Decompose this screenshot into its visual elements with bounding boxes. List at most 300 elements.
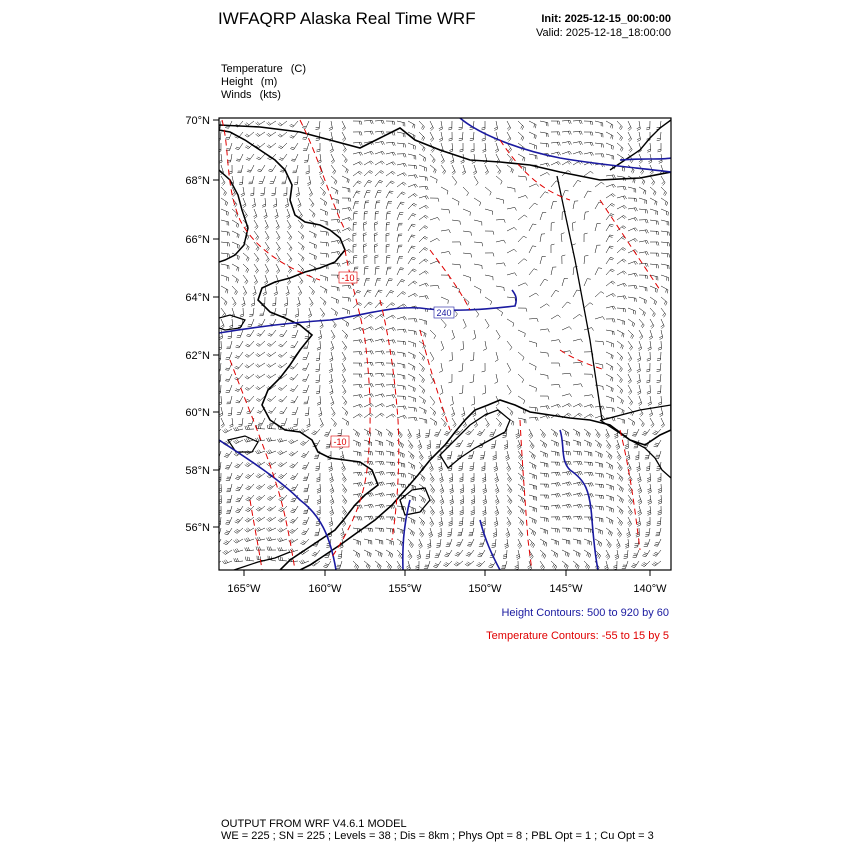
wind-barb-feather: [507, 535, 510, 537]
wind-barb-feather: [628, 357, 631, 360]
wind-barb: [298, 275, 303, 281]
wind-barb-feather: [412, 270, 415, 272]
wind-barb: [342, 330, 348, 336]
wind-barb: [293, 374, 298, 380]
wind-barb-feather: [391, 415, 394, 418]
wind-barb-feather: [370, 493, 372, 496]
wind-barb: [659, 528, 661, 536]
wind-barb-feather: [639, 335, 642, 338]
wind-barb-feather: [381, 131, 382, 134]
wind-barb-feather: [622, 489, 623, 492]
wind-barb-feather: [372, 339, 374, 342]
wind-barb-feather: [645, 191, 646, 195]
wind-barb-feather: [285, 206, 288, 208]
wind-barb-feather: [300, 543, 303, 545]
wind-barb-feather: [372, 384, 374, 387]
wind-barb: [430, 132, 434, 139]
wind-barb-feather: [629, 128, 632, 130]
wind-barb: [661, 198, 668, 202]
wind-barb: [540, 451, 547, 454]
wind-barb-feather: [339, 210, 340, 214]
wind-barb-feather: [508, 524, 511, 527]
wind-barb-feather: [630, 150, 632, 153]
wind-barb: [430, 176, 437, 180]
wind-barb-feather: [544, 473, 545, 477]
wind-barb-feather: [246, 509, 249, 511]
wind-barb-feather: [581, 131, 582, 134]
wind-barb-feather: [464, 425, 467, 427]
wind-barb-feather: [499, 171, 501, 174]
wind-barb-feather: [635, 457, 639, 458]
wind-barb-feather: [267, 400, 270, 402]
wind-barb-feather: [370, 472, 372, 475]
wind-barb-feather: [569, 553, 570, 557]
wind-barb: [276, 264, 280, 271]
wind-barb-feather: [455, 314, 457, 317]
wind-barb: [617, 248, 623, 253]
wind-barb-feather: [423, 138, 425, 141]
wind-barb-feather: [326, 290, 327, 294]
wind-barb-feather: [581, 151, 583, 154]
wind-barb-feather: [278, 520, 281, 522]
wind-barb-feather: [401, 484, 402, 488]
wind-barb-feather: [647, 263, 648, 266]
wind-barb-feather: [645, 210, 646, 214]
wind-barb-feather: [506, 457, 509, 459]
wind-barb-feather: [640, 412, 643, 415]
wind-barb: [408, 246, 412, 253]
wind-barb: [397, 121, 405, 123]
wind-barb-feather: [280, 399, 283, 401]
wind-barb: [551, 267, 553, 275]
wind-barb-feather: [338, 556, 342, 557]
wind-barb-feather: [294, 182, 298, 183]
wind-barb-feather: [359, 517, 360, 520]
wind-barb-feather: [430, 127, 433, 129]
wind-barb-feather: [343, 128, 346, 130]
wind-barb-feather: [381, 384, 383, 387]
wind-barb-feather: [620, 521, 622, 524]
wind-barb-feather: [337, 263, 338, 266]
wind-barb-feather: [579, 413, 582, 415]
wind-barb: [238, 352, 243, 358]
wind-barb: [270, 484, 276, 489]
wind-barb-feather: [615, 554, 618, 556]
wind-barb-feather: [316, 234, 317, 238]
wind-barb-feather: [657, 380, 661, 381]
wind-barb: [408, 473, 415, 476]
wind-barb-feather: [316, 358, 320, 359]
wind-barb-feather: [359, 142, 360, 145]
wind-barb-feather: [663, 183, 665, 186]
wind-barb-feather: [419, 545, 422, 547]
wind-barb-feather: [392, 374, 393, 378]
wind-barb-feather: [621, 238, 624, 240]
wind-barb-feather: [427, 543, 430, 544]
wind-barb: [281, 352, 287, 357]
wind-barb-feather: [281, 518, 284, 520]
wind-barb-feather: [621, 390, 623, 393]
wind-barb: [650, 418, 654, 425]
wind-barb-feather: [393, 315, 396, 318]
wind-barb-feather: [467, 554, 470, 555]
wind-barb-feather: [600, 454, 601, 458]
wind-barb: [287, 242, 292, 248]
wind-barb: [331, 330, 335, 337]
wind-barb-feather: [627, 466, 630, 468]
wind-barb-feather: [236, 500, 240, 501]
wind-barb-feather: [483, 349, 486, 351]
wind-barb-feather: [405, 317, 407, 320]
wind-barb: [584, 472, 592, 473]
wind-barb-feather: [413, 456, 414, 459]
wind-barb-feather: [246, 123, 249, 125]
wind-barb-feather: [468, 431, 471, 433]
wind-barb: [595, 341, 603, 342]
wind-barb: [221, 495, 222, 503]
wind-barb-feather: [223, 183, 226, 186]
wind-barb-feather: [650, 171, 653, 173]
wind-barb: [540, 279, 544, 286]
wind-barb-feather: [268, 145, 271, 147]
wind-barb-feather: [259, 450, 261, 453]
wind-barb-feather: [376, 268, 380, 269]
wind-barb-feather: [612, 136, 613, 140]
wind-barb-feather: [473, 338, 476, 340]
wind-barb: [342, 418, 349, 422]
wind-barb-feather: [291, 135, 294, 136]
wind-barb-feather: [340, 455, 343, 457]
wind-barb-feather: [495, 488, 498, 490]
wind-barb-feather: [247, 426, 248, 429]
wind-barb: [496, 198, 504, 200]
wind-barb: [440, 539, 441, 547]
wind-barb: [518, 418, 526, 420]
wind-barb-feather: [534, 456, 535, 459]
wind-barb: [364, 516, 372, 517]
wind-barb-feather: [269, 169, 272, 170]
wind-barb: [375, 171, 381, 176]
wind-barb: [529, 184, 536, 187]
wind-barb-feather: [359, 385, 360, 388]
wind-barb: [298, 253, 304, 258]
wind-barb-feather: [542, 434, 544, 437]
wind-barb-feather: [440, 499, 443, 501]
wind-barb: [375, 539, 383, 541]
field-height-name: Height: [221, 76, 253, 88]
wind-barb-feather: [531, 445, 533, 448]
wind-barb-feather: [278, 238, 281, 241]
wind-barb-feather: [421, 498, 422, 501]
wind-barb: [309, 242, 316, 245]
wind-barb-feather: [516, 435, 519, 437]
wind-barb: [507, 506, 512, 512]
wind-barb: [270, 495, 276, 500]
wind-barb-feather: [647, 358, 650, 359]
wind-barb: [281, 462, 287, 467]
wind-barb-feather: [568, 171, 571, 173]
wind-barb-feather: [306, 325, 309, 326]
wind-barb: [529, 440, 534, 446]
wind-barb: [408, 451, 414, 456]
wind-barb-feather: [611, 282, 614, 284]
wind-barb: [250, 165, 254, 172]
wind-barb-feather: [470, 360, 474, 361]
wind-barb-feather: [235, 427, 237, 430]
wind-barb: [250, 330, 254, 337]
wind-barb-feather: [326, 202, 327, 205]
wind-barb: [462, 517, 463, 525]
wind-barb-feather: [546, 163, 548, 166]
wind-barb-feather: [225, 302, 227, 305]
wind-barb: [386, 315, 393, 319]
wind-barb-feather: [237, 529, 240, 531]
wind-barb-feather: [313, 279, 314, 282]
wind-barb-feather: [339, 263, 340, 266]
wind-barb-feather: [657, 360, 661, 361]
wind-barb-feather: [532, 446, 534, 449]
wind-barb-feather: [591, 443, 592, 447]
wind-barb: [606, 143, 613, 146]
wind-barb-feather: [610, 465, 611, 469]
wind-barb-feather: [403, 144, 404, 148]
wind-barb: [281, 143, 287, 149]
wind-barb-feather: [530, 436, 533, 438]
wind-barb-feather: [633, 170, 634, 173]
wind-barb-feather: [354, 255, 358, 256]
wind-barb-feather: [628, 138, 631, 140]
wind-barb: [342, 187, 350, 189]
wind-barb-feather: [246, 529, 249, 532]
wind-barb-feather: [343, 359, 346, 362]
wind-barb-feather: [306, 173, 309, 174]
wind-barb-feather: [278, 249, 280, 252]
wind-barb-feather: [226, 453, 229, 454]
wind-barb-feather: [383, 516, 384, 519]
wind-barb-feather: [281, 547, 282, 550]
wind-barb-feather: [637, 523, 640, 525]
wind-barb-feather: [270, 527, 272, 530]
wind-barb: [573, 404, 580, 407]
wind-barb-feather: [649, 338, 652, 340]
wind-barb: [269, 374, 276, 378]
wind-barb-feather: [292, 529, 295, 531]
wind-barb-feather: [412, 246, 416, 247]
wind-barb-feather: [647, 360, 650, 361]
wind-barb-feather: [237, 487, 241, 488]
wind-barb: [397, 234, 399, 242]
wind-barb-feather: [658, 490, 661, 491]
wind-barb-feather: [290, 248, 292, 251]
wind-barb-feather: [225, 469, 229, 470]
wind-barb-feather: [236, 477, 239, 478]
wind-barb: [269, 352, 276, 357]
wind-barb-feather: [588, 462, 589, 466]
wind-barb-feather: [381, 339, 383, 342]
wind-barb-feather: [603, 507, 604, 511]
wind-barb-feather: [303, 560, 305, 563]
wind-barb-feather: [301, 456, 304, 457]
wind-barb-feather: [411, 259, 414, 260]
wind-barb-feather: [570, 493, 572, 496]
wind-barb-feather: [302, 226, 304, 229]
wind-barb: [441, 418, 446, 424]
wind-barb-feather: [445, 433, 448, 434]
wind-barb-feather: [383, 384, 385, 387]
field-temperature-name: Temperature: [221, 63, 283, 75]
wind-barb: [473, 462, 474, 470]
wind-barb-feather: [387, 255, 391, 256]
wind-barb: [507, 385, 511, 392]
wind-barb-feather: [291, 161, 295, 162]
wind-barb-feather: [405, 474, 406, 478]
wind-barb: [540, 374, 548, 376]
wind-barb-feather: [305, 415, 309, 416]
wind-barb-feather: [592, 505, 593, 508]
wind-barb-feather: [449, 521, 452, 522]
wind-barb-feather: [429, 466, 432, 468]
wind-barb: [551, 315, 558, 319]
wind-barb-feather: [367, 565, 368, 568]
wind-barb-feather: [598, 453, 599, 457]
wind-barb: [595, 528, 602, 531]
wind-barb: [573, 339, 581, 341]
wind-barb-feather: [657, 477, 661, 478]
wind-barb-feather: [236, 279, 237, 282]
wind-barb-feather: [533, 545, 535, 548]
wind-barb-feather: [482, 129, 485, 130]
wind-barb: [628, 330, 634, 336]
wind-barb-feather: [599, 556, 601, 559]
wind-barb-feather: [409, 542, 411, 545]
wind-barb-feather: [278, 147, 281, 149]
wind-barb-feather: [657, 369, 661, 370]
wind-barb-feather: [316, 360, 320, 361]
wind-barb-feather: [359, 152, 361, 155]
wind-barb-feather: [657, 382, 661, 383]
wind-barb-feather: [334, 171, 336, 174]
wind-barb: [331, 176, 337, 181]
wind-barb-feather: [412, 235, 416, 236]
wind-barb-feather: [432, 490, 434, 493]
wind-barb-feather: [611, 520, 612, 524]
wind-barb-feather: [498, 414, 500, 417]
wind-barb-feather: [507, 521, 510, 524]
wind-barb-feather: [246, 134, 249, 136]
wind-barb-feather: [258, 425, 262, 426]
wind-barb-feather: [544, 484, 545, 488]
wind-barb-feather: [416, 418, 417, 421]
wind-barb-feather: [237, 234, 238, 238]
wind-barb-feather: [279, 439, 281, 442]
wind-barb-feather: [390, 191, 394, 192]
wind-barb-feather: [237, 548, 239, 551]
wind-barb-feather: [236, 402, 240, 403]
wind-barb-feather: [624, 271, 627, 274]
wind-barb: [540, 192, 545, 198]
wind-barb-feather: [245, 366, 248, 368]
wind-barb-feather: [279, 413, 282, 414]
wind-barb-feather: [469, 470, 473, 471]
wind-barb: [441, 251, 449, 253]
wind-barb-feather: [470, 523, 474, 524]
wind-barb-feather: [629, 392, 632, 395]
wind-barb-feather: [329, 382, 332, 384]
wind-barb: [386, 472, 394, 473]
wind-barb-feather: [462, 415, 465, 417]
wind-barb-feather: [380, 553, 381, 557]
wind-barb-feather: [644, 190, 645, 194]
wind-barb-feather: [411, 446, 413, 449]
wind-barb-feather: [611, 533, 612, 536]
wind-barb-feather: [419, 455, 421, 458]
wind-barb-feather: [557, 554, 558, 557]
wind-barb-feather: [329, 129, 332, 131]
wind-barb-feather: [257, 528, 259, 531]
wind-barb: [655, 561, 661, 566]
wind-barb-feather: [625, 309, 626, 313]
wind-barb-feather: [289, 247, 291, 250]
wind-barb-feather: [577, 432, 578, 436]
wind-barb: [595, 462, 603, 464]
wind-barb: [617, 121, 622, 127]
wind-barb-feather: [369, 553, 370, 557]
wind-barb: [617, 407, 624, 411]
wind-barb: [408, 539, 413, 545]
wind-barb-feather: [256, 158, 259, 160]
wind-barb: [551, 384, 559, 385]
wind-barb-feather: [592, 404, 594, 407]
wind-barb-feather: [212, 564, 215, 566]
wind-barb-feather: [576, 552, 577, 556]
wind-barb-feather: [382, 554, 383, 558]
wind-barb-feather: [359, 405, 361, 408]
wind-barb: [617, 132, 623, 138]
wind-barb-feather: [270, 423, 274, 424]
wind-barb-feather: [482, 523, 485, 524]
wind-barb-feather: [303, 441, 306, 443]
wind-barb-feather: [225, 128, 229, 129]
wind-barb-feather: [634, 422, 635, 425]
wind-barb-feather: [610, 235, 614, 236]
wind-barb-feather: [637, 510, 640, 512]
wind-barb: [419, 341, 425, 346]
wind-barb-feather: [257, 398, 260, 400]
wind-barb-feather: [380, 414, 383, 416]
wind-barb-feather: [546, 495, 547, 499]
wind-barb-feather: [459, 523, 463, 524]
wind-barb-feather: [449, 481, 452, 482]
wind-barb-feather: [449, 138, 452, 139]
wind-barb-feather: [577, 505, 579, 508]
wind-barb: [472, 528, 474, 536]
wind-barb-feather: [307, 426, 310, 427]
wind-barb-feather: [290, 237, 292, 240]
wind-barb-feather: [321, 313, 323, 316]
wind-barb-feather: [659, 336, 662, 338]
wind-barb: [342, 154, 347, 160]
wind-barb-feather: [324, 201, 325, 204]
wind-barb-feather: [509, 480, 511, 483]
wind-barb-feather: [357, 567, 359, 570]
wind-barb-feather: [339, 251, 341, 254]
wind-barb-feather: [343, 499, 345, 502]
wind-barb: [282, 341, 287, 347]
wind-barb-feather: [592, 494, 594, 497]
wind-barb-feather: [639, 403, 642, 405]
wind-barb-feather: [291, 124, 294, 126]
wind-barb: [221, 275, 229, 278]
